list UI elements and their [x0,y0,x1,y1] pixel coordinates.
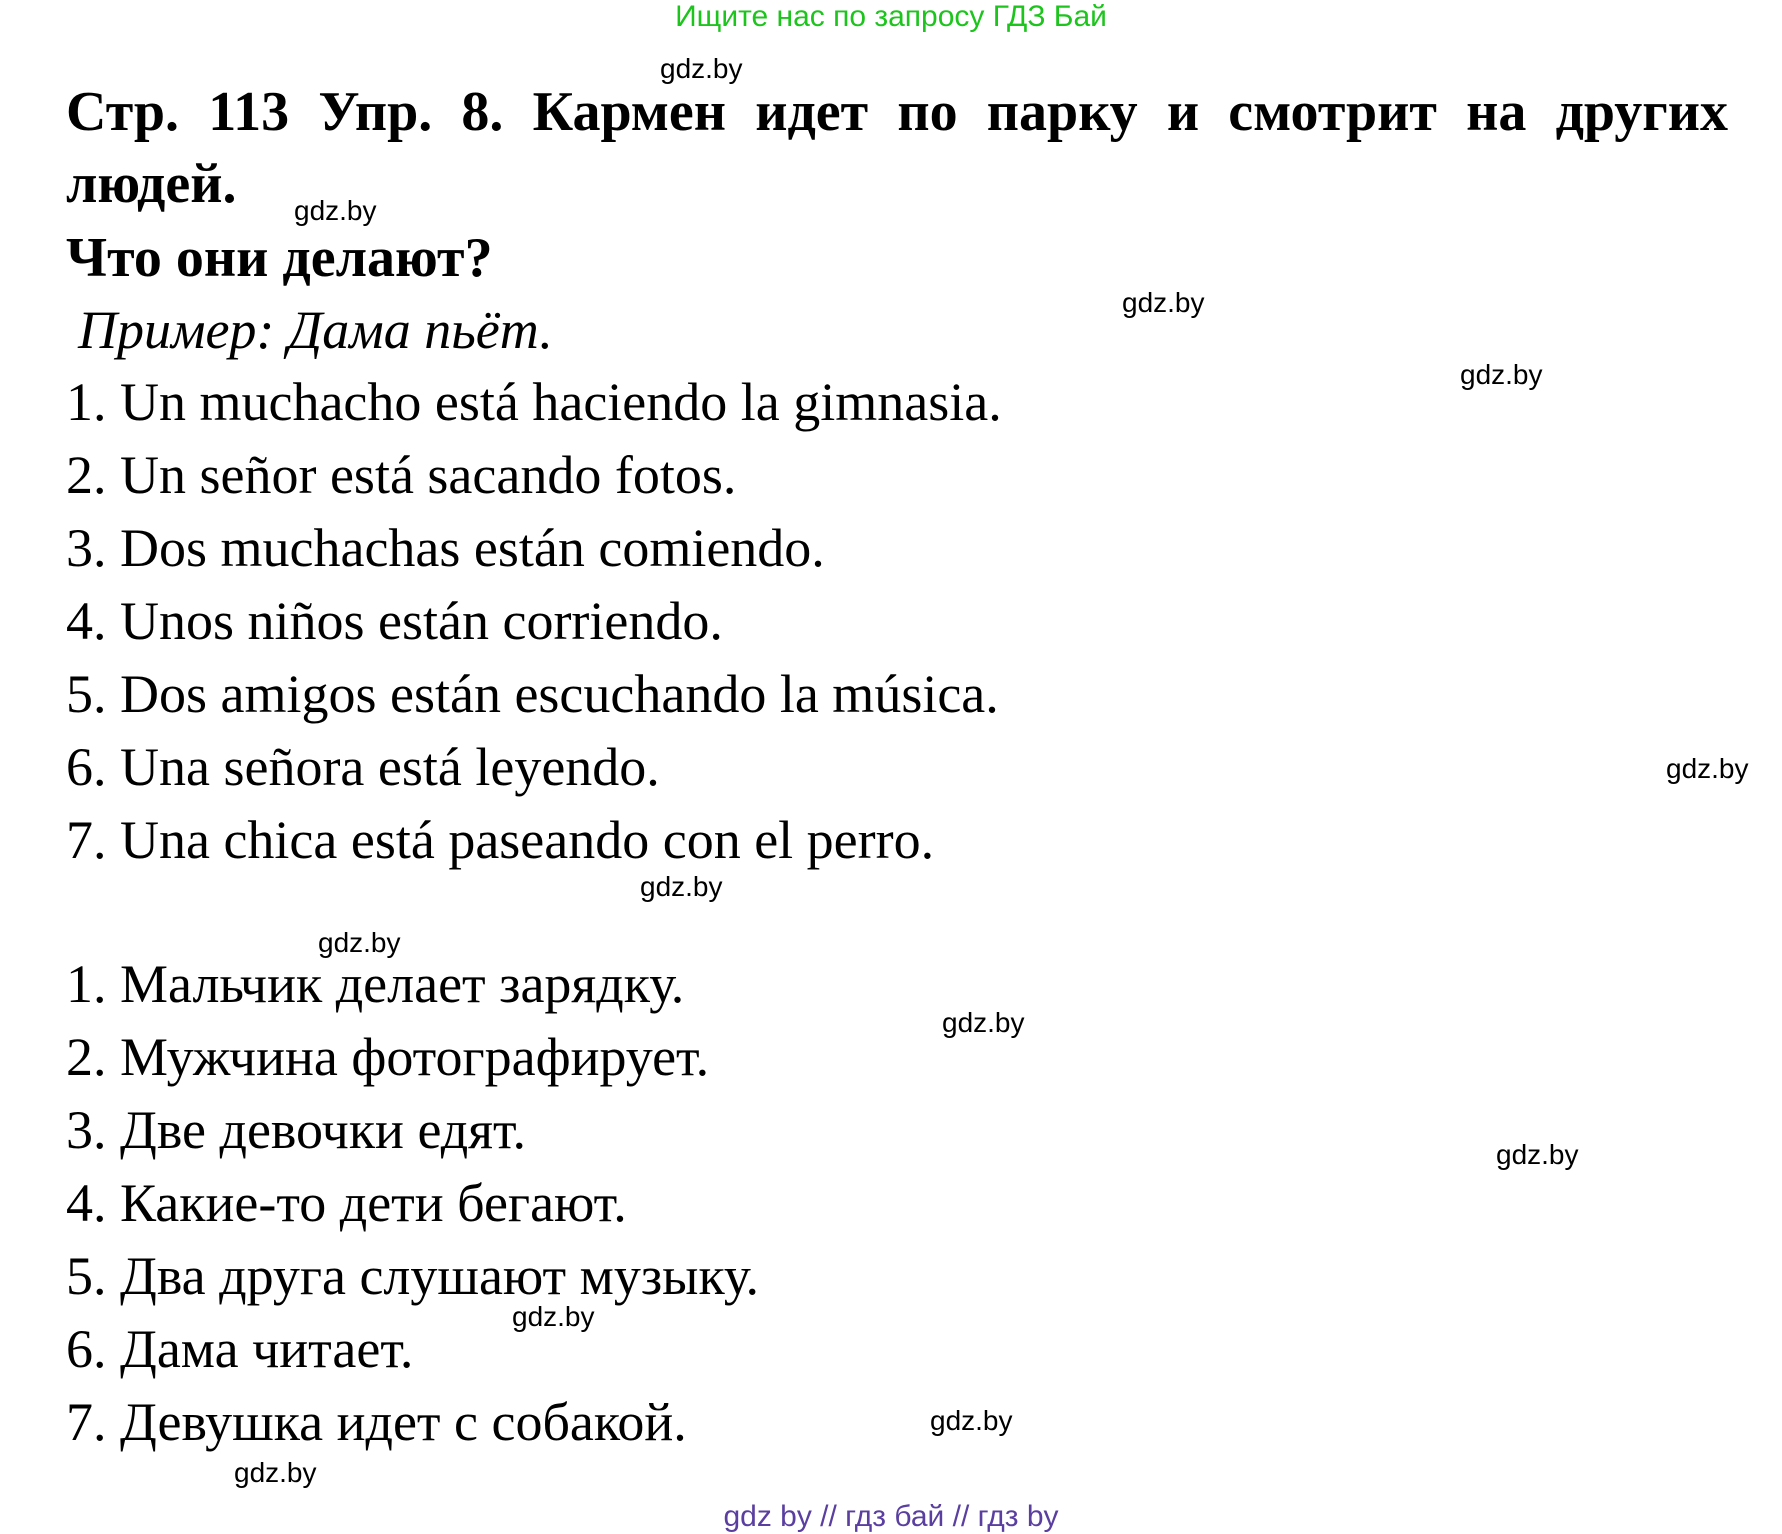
top-banner: Ищите нас по запросу ГДЗ Бай [675,0,1107,33]
spanish-sentence: 3. Dos muchachas están comiendo. [66,518,825,578]
spanish-sentence: 4. Unos niños están corriendo. [66,591,723,651]
spanish-sentence-list [66,366,1002,877]
footer-credits: gdz by // гдз бай // гдз by [723,1500,1059,1533]
spanish-sentence: 7. Una chica está paseando con el perro. [66,810,935,870]
spanish-sentence: 5. Dos amigos están escuchando la música. [66,664,999,724]
watermark: gdz.by [942,1007,1025,1038]
russian-translation-list [66,948,759,1459]
russian-translation: 2. Мужчина фотографирует. [66,1027,710,1087]
watermark: gdz.by [1460,359,1543,390]
exercise-question: Что они делают? [66,227,493,289]
russian-translation: 1. Мальчик делает зарядку. [66,954,685,1014]
russian-translation: 5. Два друга слушают музыку. [66,1246,760,1306]
watermark: gdz.by [930,1405,1013,1436]
spanish-sentence: 2. Un señor está sacando fotos. [66,445,737,505]
russian-translation: 3. Две девочки едят. [66,1100,527,1160]
russian-translation: 7. Девушка идет с собакой. [66,1392,687,1452]
watermark: gdz.by [1122,287,1205,318]
russian-translation: 6. Дама читает. [66,1319,414,1379]
russian-translation: 4. Какие-то дети бегают. [66,1173,627,1233]
watermark: gdz.by [234,1457,317,1488]
spanish-sentence: 1. Un muchacho está haciendo la gimnasia. [66,372,1002,432]
watermark: gdz.by [1666,753,1749,784]
watermark: gdz.by [318,927,401,958]
watermark: gdz.by [660,53,743,84]
example-line: Пример: Дама пьёт. [78,300,553,360]
watermark: gdz.by [1496,1139,1579,1170]
spanish-sentence: 6. Una señora está leyendo. [66,737,660,797]
watermark: gdz.by [294,195,377,226]
watermark: gdz.by [512,1301,595,1332]
exercise-title: Стр. 113 Упр. 8. Кармен идет по парку и смотрит на других людей. [66,81,1728,215]
watermark: gdz.by [640,871,723,902]
